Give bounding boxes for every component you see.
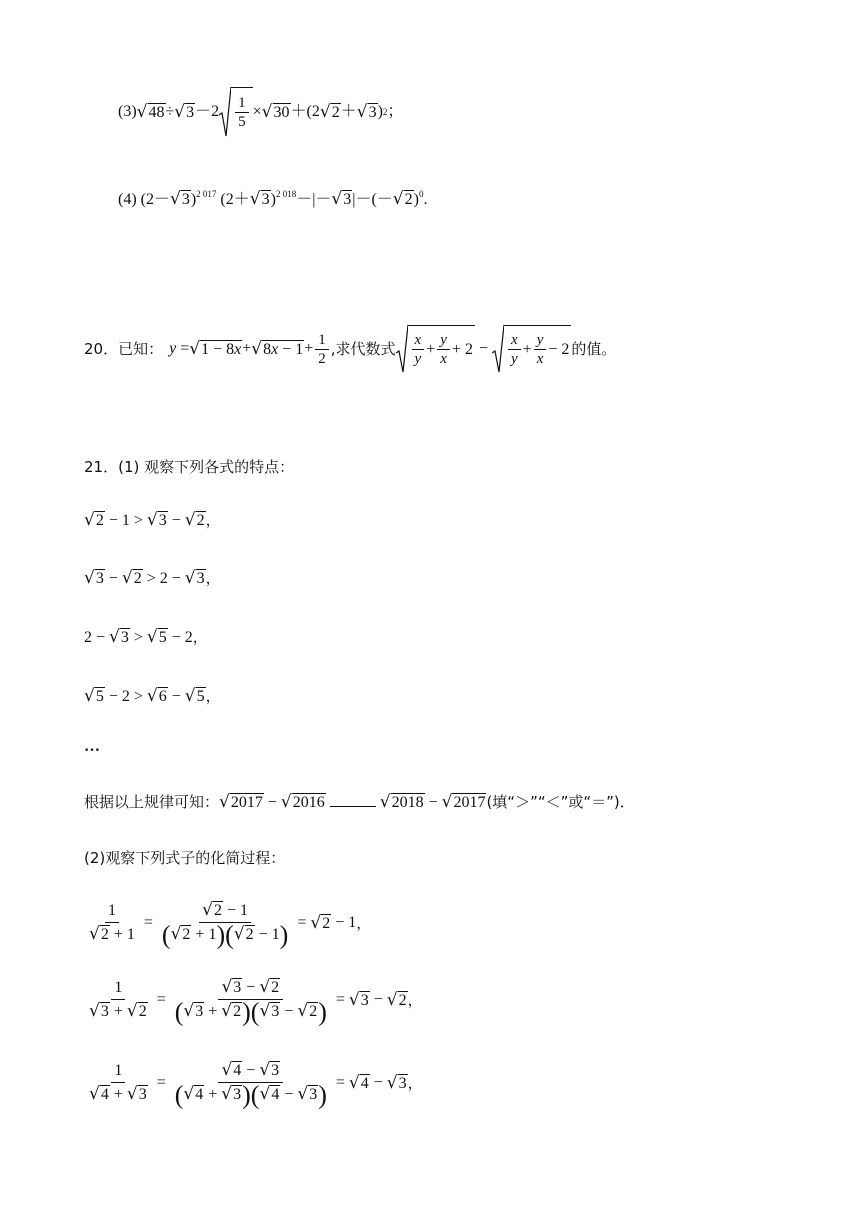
q19-part4: (4) $(2-√3)^{2 017}$ $(2+√3)^{2 018}-|-√3|-(-√2)^0$. <box>118 189 428 209</box>
answer-blank[interactable] <box>330 792 376 807</box>
part-label: (3) <box>118 103 137 120</box>
fraction-1-5: $\frac{1}{5}$ <box>235 94 249 131</box>
part-2-label: (2)观察下列式子的化简过程： <box>84 849 286 867</box>
exponent: 2 017 <box>196 189 217 199</box>
q19-part3: (3) √48 ÷ √3 －2 $\frac{1}{5}$ × √30 ＋(2 √2 ＋ √3 ) 2 ； <box>118 87 403 137</box>
inequality-2: √3 − √2 > 2 − √3， <box>84 568 221 588</box>
fraction-1-2: $\frac{1}{2}$ <box>315 331 329 368</box>
sqrt-3: √3 <box>331 189 352 209</box>
question-21-label: 21．(1) 观察下列各式的特点： <box>84 458 295 476</box>
sqrt-2: √2 <box>392 189 413 209</box>
exponent: 2 018 <box>275 189 297 199</box>
exponent: 2 <box>382 107 388 117</box>
sqrt-expression-plus: $\frac{x}{y}$ + $\frac{y}{x}$ + 2 <box>396 325 475 373</box>
inequality-3: 2 − √3 > √5 − 2， <box>84 627 208 647</box>
question-20: 20．已知： y = √1 − 8x + √8x − 1 + $\frac{1}{2}$ ,求代数式 $\frac{x}{y}$ + $\frac{y}{x}$ + 2 − $\frac{x}{y}$ + $\frac{y}{x}$ − 2 的值。 <box>84 325 616 373</box>
sqrt-48: √48 <box>136 101 165 122</box>
sqrt-3b: √3 <box>356 101 377 122</box>
simplification-2: $\frac{1}{√3 + √2}$ = $\frac{√3 - √2}{(√3 + √2)(√3 - √2)}$ = √3 − √2 ， <box>89 977 423 1027</box>
question-label: 20．已知： <box>84 340 164 358</box>
sqrt-2: √2 <box>319 101 340 122</box>
inequality-1: √2 − 1 > √3 − √2， <box>84 510 221 530</box>
sqrt-30: √30 <box>261 101 290 122</box>
simplification-1: $\frac{1}{√2 + 1}$ = $\frac{√2 - 1}{(√2 + 1)(√2 - 1)}$ = √2 − 1 ， <box>89 900 372 950</box>
sqrt-3: √3 <box>170 189 190 209</box>
inequality-4: √5 − 2 > √6 − √5， <box>84 686 221 706</box>
sqrt-1-minus-8x: √1 − 8x <box>189 338 242 359</box>
sqrt-one-fifth <box>219 87 253 137</box>
sqrt-8x-minus-1: √8x − 1 <box>251 338 304 359</box>
sqrt-expression-minus: $\frac{x}{y}$ + $\frac{y}{x}$ − 2 <box>492 325 571 373</box>
part-label: (4) <box>118 191 137 208</box>
ellipsis: … <box>84 738 100 755</box>
exponent: 0 <box>418 189 424 199</box>
simplification-3: $\frac{1}{√4 + √3}$ = $\frac{√4 - √3}{(√4 + √3)(√4 - √3)}$ = √4 − √3 ， <box>89 1060 423 1110</box>
rule-conclusion: 根据以上规律可知：√2017 − √2016 √2018 − √2017(填“＞”“＜”或“＝”)． <box>84 792 635 812</box>
sqrt-3: √3 <box>249 189 270 209</box>
sqrt-3: √3 <box>174 101 195 122</box>
